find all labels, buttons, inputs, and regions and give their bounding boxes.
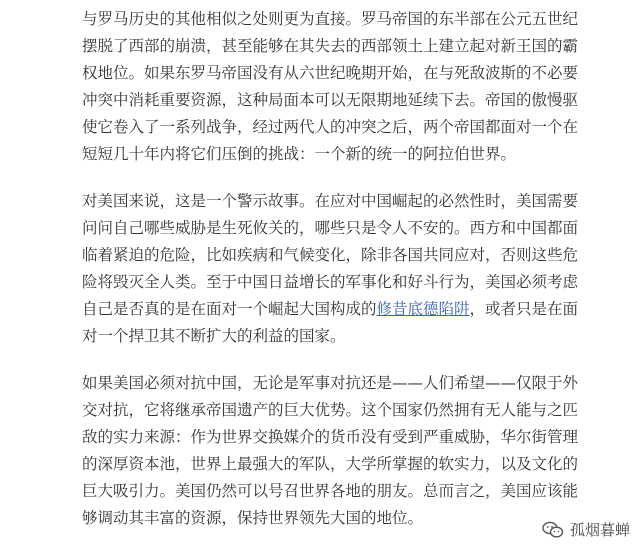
text-line: 对一个捍卫其不断扩大的利益的国家。 <box>82 327 346 345</box>
text-line: 临着紧迫的危险，比如疾病和气候变化，除非各国共同应对，否则这些危 <box>82 246 579 264</box>
paragraph-1 <box>82 6 579 168</box>
watermark-text: 孤烟暮蝉 <box>569 521 630 539</box>
article-body <box>82 6 579 532</box>
text-line: 与罗马历史的其他相似之处则更为直接。罗马帝国的东半部在公元五世纪 <box>82 10 579 28</box>
wechat-icon <box>542 521 564 539</box>
text-line: 权地位。如果东罗马帝国没有从六世纪晚期开始，在与死敌波斯的不必要 <box>82 64 579 82</box>
paragraph-3 <box>82 370 579 532</box>
text-line: 对美国来说，这是一个警示故事。在应对中国崛起的必然性时，美国需要 <box>82 192 579 210</box>
text-line: 如果美国必须对抗中国，无论是军事对抗还是——人们希望——仅限于外 <box>82 374 579 392</box>
text-line: 敌的实力来源：作为世界交换媒介的货币没有受到严重威胁，华尔街管理 <box>82 428 579 446</box>
text-line: 短短几十年内将它们压倒的挑战：一个新的统一的阿拉伯世界。 <box>82 145 517 163</box>
watermark <box>542 519 630 540</box>
text-line: 的深厚资本池，世界上最强大的军队，大学所掌握的软实力，以及文化的 <box>82 455 579 473</box>
text-line: 问问自己哪些威胁是生死攸关的，哪些只是令人不安的。西方和中国都面 <box>82 219 579 237</box>
text-line: 使它卷入了一系列战争，经过两代人的冲突之后，两个帝国都面对一个在 <box>82 118 579 136</box>
text-segment: 自己是否真的是在面对一个崛起大国构成的 <box>82 300 377 318</box>
paragraph-2 <box>82 188 579 350</box>
text-line-with-link <box>82 296 579 323</box>
text-line: 摆脱了西部的崩溃，甚至能够在其失去的西部领土上建立起对新王国的霸 <box>82 37 579 55</box>
text-segment: ，或者只是在面 <box>469 300 579 318</box>
thucydides-trap-link[interactable]: 修昔底德陷阱 <box>376 300 470 318</box>
text-line: 交对抗，它将继承帝国遗产的巨大优势。这个国家仍然拥有无人能与之匹 <box>82 401 579 419</box>
text-line: 够调动其丰富的资源，保持世界领先大国的地位。 <box>82 509 424 527</box>
text-line: 冲突中消耗重要资源，这种局面本可以无限期地延续下去。帝国的傲慢驱 <box>82 91 579 109</box>
text-line: 险将毁灭全人类。至于中国日益增长的军事化和好斗行为，美国必须考虑 <box>82 273 579 291</box>
text-line: 巨大吸引力。美国仍然可以号召世界各地的朋友。总而言之，美国应该能 <box>82 482 579 500</box>
